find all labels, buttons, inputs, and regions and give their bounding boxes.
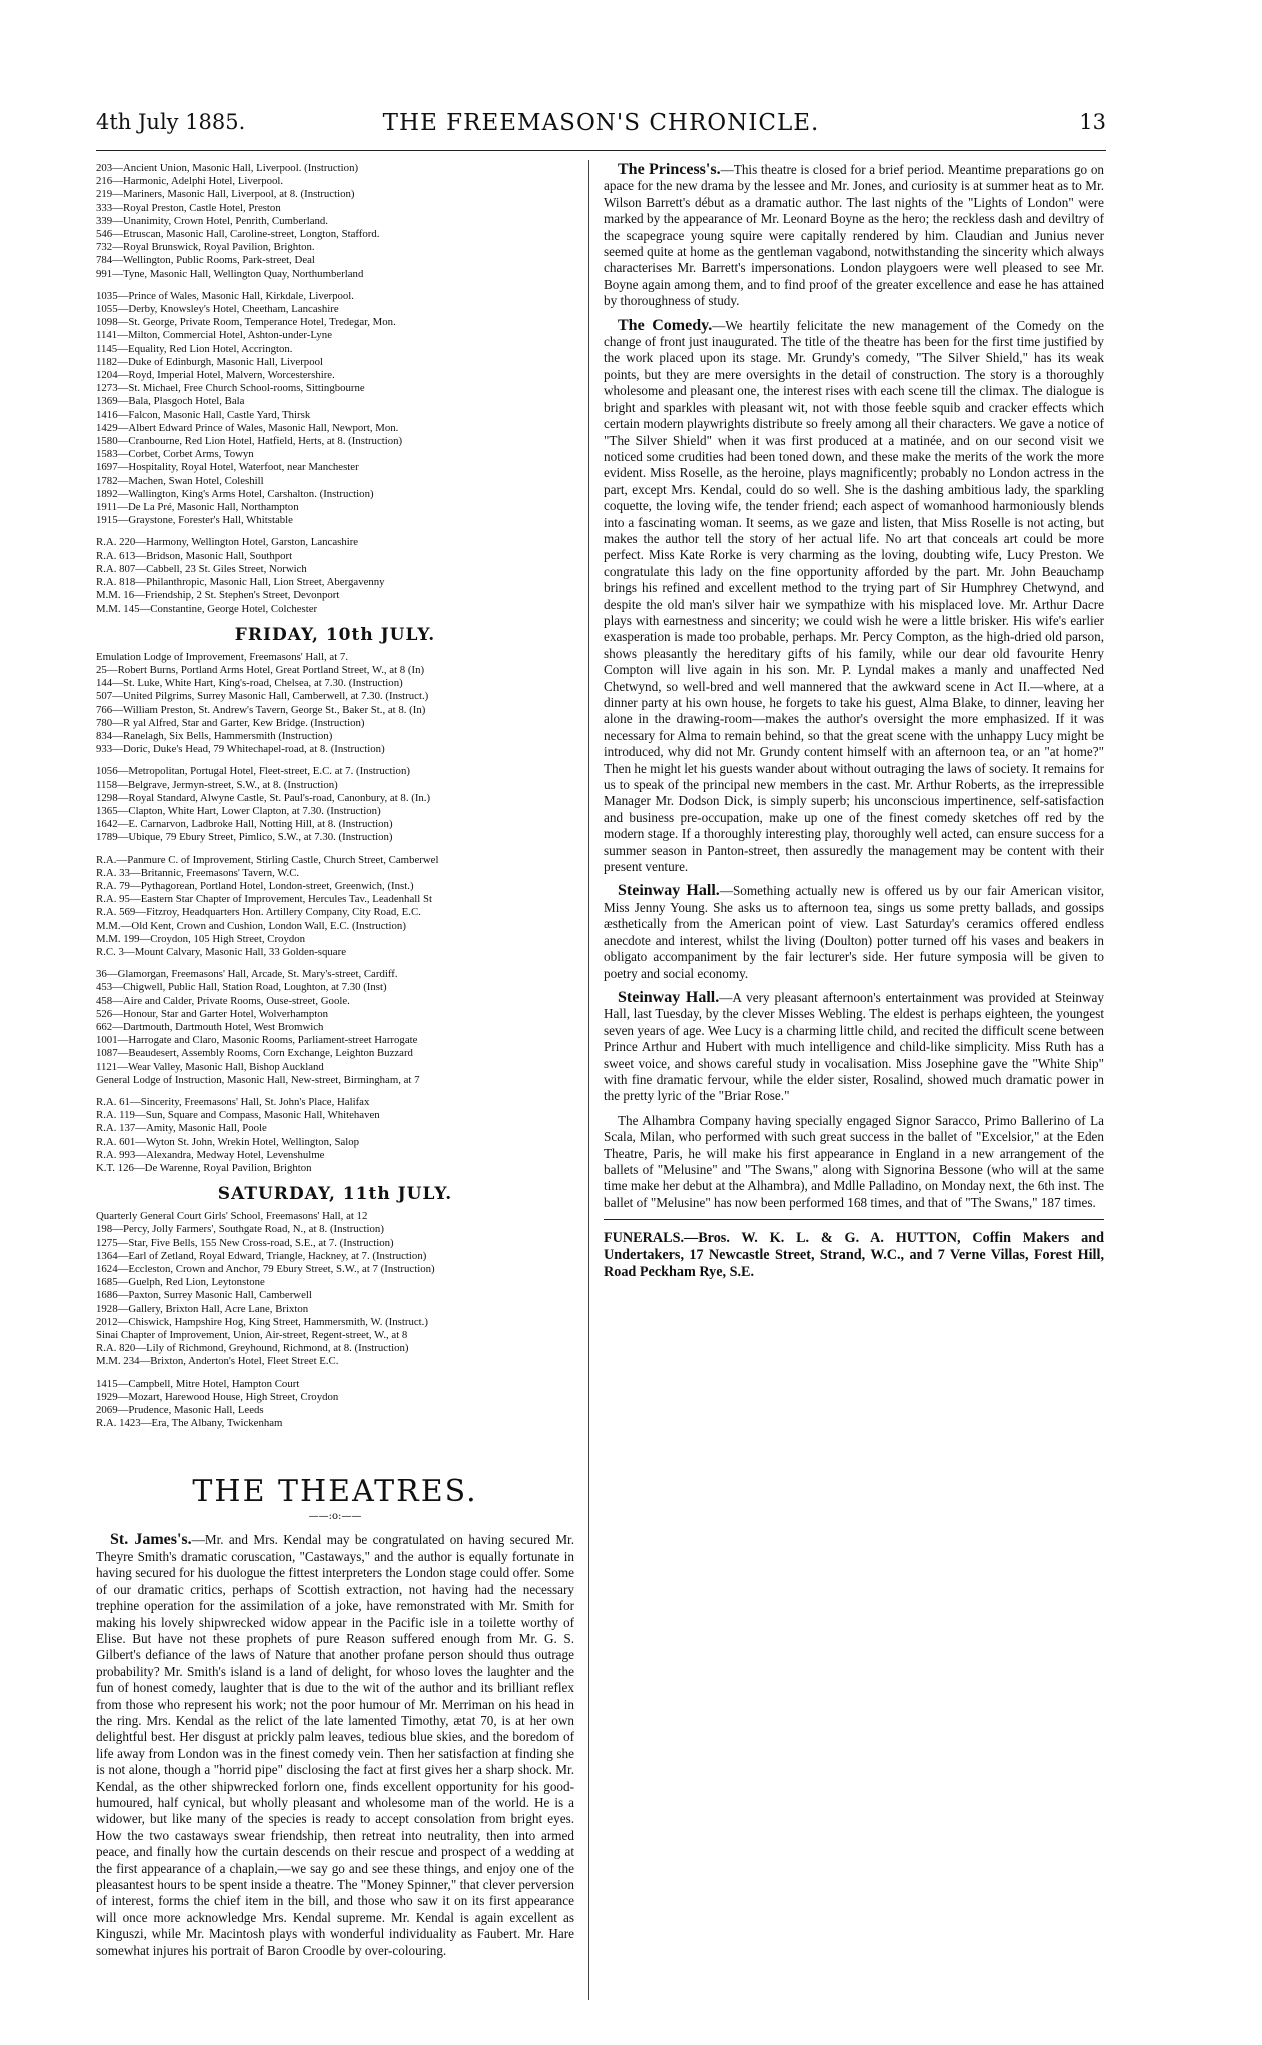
header-rule (96, 150, 1106, 151)
article-lead-steinway-2: Steinway Hall. (618, 988, 720, 1006)
lodge-entry: Emulation Lodge of Improvement, Freemasons' Hall, at 7. (96, 650, 349, 663)
lodge-entry: M.M.—Old Kent, Crown and Cushion, London Wall, E.C. (Instruction) (96, 919, 406, 932)
lodge-entry: Quarterly General Court Girls' School, Freemasons' Hall, at 12 (96, 1210, 368, 1223)
article-st-james (96, 1532, 574, 1959)
article-lead-st-james: St. James's. (110, 1531, 192, 1549)
lodge-entry: 1580—Cranbourne, Red Lion Hotel, Hatfield, Herts, at 8. (Instruction) (96, 435, 403, 448)
lodge-entry: 1892—Wallington, King's Arms Hotel, Carshalton. (Instruction) (96, 487, 374, 500)
lodge-entry: M.M. 234—Brixton, Anderton's Hotel, Fleet Street E.C. (96, 1355, 339, 1368)
lodge-entry: 1273—St. Michael, Free Church School-rooms, Sittingbourne (96, 382, 365, 395)
lodge-entry: R.A. 993—Alexandra, Medway Hotel, Levenshulme (96, 1148, 325, 1161)
list-gap (96, 845, 574, 854)
article-lead-steinway-1: Steinway Hall. (618, 882, 720, 900)
lodge-entry: R.A. 119—Sun, Square and Compass, Masonic Hall, Whitehaven (96, 1109, 380, 1122)
article-text-comedy: —We heartily felicitate the new management of the Comedy on the change of front just inaugurated. The title of the theatre has been for the first time justified by the work placed upon its stage. Mr. Grundy's comedy, "The Silver Shield," has its weak points, but they are mere oversights in the detail of construction. The story is a thoroughly wholesome and pleasant one, the interest rises with each scene till the climax. The dialogue is bright and sparkles with pleasant wit, not with those feeble squib and cracker effects which certain modern playwrights distribute so freely among all their characters. We gave a notice of "The Silver Shield" when it was first produced at a matinée, and on our second visit we noticed some crudities had been toned down, and these make the merits of the work the more evident. Miss Roselle, as the heroine, plays magnificently; probably no London actress in the part, except Mrs. Kendal, could do so well. She is the dashing ambitious lady, the sparkling coquette, the loving wife, the tender friend; each aspect of womanhood harmoniously blends into a fascinating woman. It seems, as we gaze and listen, that Miss Roselle is not acting, but makes the author tell the story of her actual life. No art that conceals art could be more perfect. Miss Kate Rorke is very charming as the loving, doubting wife, Lucy Preston. We congratulate this lady on the fine opportunity afforded by the part. Mr. John Beauchamp brings his refined and excellent method to the trying part of Sir Humphrey Chetwynd, and despite the old man's silver hair we sympathize with his misplaced love. Mr. Arthur Dacre plays with earnestness and sincerity; we could wish he were a little brisker. His wife's earlier exasperation is made too probable, perhaps. Mr. Percy Compton, as the high-dried old parson, shows pleasantly the hereditary gifts of his family, while our dear old favourite Henry Compton will live again in his son. Mr. P. Lyndal makes a manly and unaffected Ned Chetwynd, so well-bred and well mannered that the awkward scene in Act II.—where, at a dinner party at his own house, he forgets to take his guest, Alma Blake, to dinner, leaving her alone in the drawing-room—makes the author's oversight the more emphasized. If it was necessary for Alma to remain behind, so that the great scene with the unhappy Lucy might be introduced, why did not Mr. Grundy content himself with an afternoon tea, or an "at home?" Then he might let his guests wander about without outraging the laws of society. It remains for us to speak of the principal new members in the cast. Mr. Arthur Roberts, as the irrepressible Manager Mr. Dodson Dick, is simply superb; his unconscious impertinence, self-satisfaction and business pre-occupation, make up one of the finest comedy sketches off red by the modern stage. If a thoroughly interesting play, thoroughly well acted, can ensure success for a summer season in Panton-street, then assuredly the management may be content with their present venture. (604, 317, 1104, 875)
lodge-entry: 198—Percy, Jolly Farmers', Southgate Road, N., at 8. (Instruction) (96, 1223, 384, 1236)
lodge-entry: General Lodge of Instruction, Masonic Hall, New-street, Birmingham, at 7 (96, 1073, 420, 1086)
lodge-entry: 333—Royal Preston, Castle Hotel, Preston (96, 201, 281, 214)
lodge-entry: 1121—Wear Valley, Masonic Hall, Bishop Auckland (96, 1060, 324, 1073)
lodge-entry: 1416—Falcon, Masonic Hall, Castle Yard, Thirsk (96, 408, 311, 421)
lodge-entry: 834—Ranelagh, Six Bells, Hammersmith (Instruction) (96, 729, 333, 742)
lodge-entry: 1364—Earl of Zetland, Royal Edward, Triangle, Hackney, at 7. (Instruction) (96, 1249, 427, 1262)
lodge-entry: 784—Wellington, Public Rooms, Park-street, Deal (96, 254, 315, 267)
lodge-entry: 453—Chigwell, Public Hall, Station Road, Loughton, at 7.30 (Inst) (96, 981, 387, 994)
lodge-entry: 526—Honour, Star and Garter Hotel, Wolverhampton (96, 1007, 329, 1020)
list-gap (96, 527, 574, 536)
lodge-entry: 766—William Preston, St. Andrew's Tavern, George St., Baker St., at 8. (In) (96, 703, 426, 716)
lodge-entry: 1685—Guelph, Red Lion, Leytonstone (96, 1276, 265, 1289)
page-number: 13 (1079, 110, 1106, 134)
lodge-entry: 1158—Belgrave, Jermyn-street, S.W., at 8. (Instruction) (96, 778, 338, 791)
lodge-entry: 1298—Royal Standard, Alwyne Castle, St. Paul's-road, Canonbury, at 8. (In.) (96, 791, 431, 804)
lodge-entry: 991—Tyne, Masonic Hall, Wellington Quay, Northumberland (96, 267, 364, 280)
lodge-entry: M.M. 145—Constantine, George Hotel, Colchester (96, 602, 318, 615)
lodge-entry: R.A.—Panmure C. of Improvement, Stirling Castle, Church Street, Camberwel (96, 853, 439, 866)
article-text-princess: —This theatre is closed for a brief period. Meantime preparations go on apace for the new drama by the lessee and Mr. Jones, and curiosity is at summer heat as to Mr. Wilson Barrett's début as a dramatic author. The last nights of the "Lights of London" were marked by the appearance of Mr. Leonard Boyne as the hero; the reckless dash and deviltry of the scapegrace young squire were capitally rendered by him. Claudian and Junius never seemed quite at home as the gentleman vagabond, notwithstanding the sincerity which always characterises Mr. Barrett's impersonations. London playgoers were well pleased to see Mr. Boyne again among them, and to find proof of the greater excellence and ease he has attained by thoroughness of study. (604, 162, 1105, 309)
list-gap (96, 281, 574, 290)
lodge-entry: 1182—Duke of Edinburgh, Masonic Hall, Liverpool (96, 355, 323, 368)
lodge-entry: R.A. 807—Cabbell, 23 St. Giles Street, Norwich (96, 562, 307, 575)
lodge-entry: R.A. 820—Lily of Richmond, Greyhound, Richmond, at 8. (Instruction) (96, 1342, 409, 1355)
article-steinway-2 (604, 990, 1104, 1105)
lodge-entry: 1035—Prince of Wales, Masonic Hall, Kirkdale, Liverpool. (96, 289, 354, 302)
section-ornament: ——:o:—— (308, 1511, 362, 1523)
lodge-entry: 546—Etruscan, Masonic Hall, Caroline-street, Longton, Stafford. (96, 228, 380, 241)
lodge-entry: 933—Doric, Duke's Head, 79 Whitechapel-road, at 8. (Instruction) (96, 743, 385, 756)
lodge-entry: R.A. 137—Amity, Masonic Hall, Poole (96, 1122, 267, 1135)
issue-date: 4th July 1885. (96, 110, 246, 134)
article-princess (604, 162, 1104, 310)
list-gap (96, 756, 574, 765)
article-text-steinway-1: —Something actually new is offered us by our fair American visitor, Miss Jenny Young. She asks us to afternoon tea, sings us some pretty ballads, and gossips æsthetically from the American point of view. Last Saturday's ceramics offered endless anecdote and interest, whilst the living (Doulton) potter turned off his vases and beakers in obligato accompaniment by the fair lecturer's side. Her future symposia will be given to poetry and social economy. (604, 883, 1105, 981)
lodge-entry: 1911—De La Pré, Masonic Hall, Northampton (96, 501, 299, 514)
lodge-entry: R.A. 95—Eastern Star Chapter of Improvement, Hercules Tav., Leadenhall St (96, 893, 432, 906)
lodge-entry: 1642—E. Carnarvon, Ladbroke Hall, Notting Hill, at 8. (Instruction) (96, 818, 393, 831)
theatres-title: THE THEATRES. (192, 1474, 478, 1510)
lodge-entry: 1928—Gallery, Brixton Hall, Acre Lane, Brixton (96, 1302, 309, 1315)
lodge-entry: 1056—Metropolitan, Portugal Hotel, Fleet-street, E.C. at 7. (Instruction) (96, 765, 410, 778)
lodge-entry: M.M. 199—Croydon, 105 High Street, Croydon (96, 932, 306, 945)
lodge-entry: R.C. 3—Mount Calvary, Masonic Hall, 33 Golden-square (96, 945, 346, 958)
lodge-entry: 507—United Pilgrims, Surrey Masonic Hall, Camberwell, at 7.30. (Instruct.) (96, 690, 429, 703)
lodge-entry: 1365—Clapton, White Hart, Lower Clapton, at 7.30. (Instruction) (96, 804, 381, 817)
funerals-notice: FUNERALS.—Bros. W. K. L. & G. A. HUTTON, Coffin Makers and Undertakers, 17 Newcastle Street, Strand, W.C., and 7 Verne Villas, Forest Hill, Road Peckham Rye, S.E. (604, 1219, 1104, 1281)
lodge-entry: 36—Glamorgan, Freemasons' Hall, Arcade, St. Mary's-street, Cardiff. (96, 968, 398, 981)
lodge-entry: 2012—Chiswick, Hampshire Hog, King Street, Hammersmith, W. (Instruct.) (96, 1315, 428, 1328)
lodge-entry: K.T. 126—De Warenne, Royal Pavilion, Brighton (96, 1162, 312, 1175)
lodge-entry: 25—Robert Burns, Portland Arms Hotel, Great Portland Street, W., at 8 (In) (96, 663, 425, 676)
lodge-entry: R.A. 61—Sincerity, Freemasons' Hall, St. John's Place, Halifax (96, 1096, 370, 1108)
lodge-list-thursday (96, 162, 574, 616)
lodge-entry: R.A. 569—Fitzroy, Headquarters Hon. Artillery Company, City Road, E.C. (96, 906, 421, 919)
article-text-steinway-2: —A very pleasant afternoon's entertainment was provided at Steinway Hall, last Tuesday, by the clever Misses Webling. The eldest is perhaps eighteen, the youngest seven years of age. Wee Lucy is a charming little child, and recited the difficult scene between Prince Arthur and Hubert with much intelligence and child-like simplicity. Miss Ruth has a sweet voice, and shows careful study in vocalisation. Miss Josephine gave the "White Ship" with fine dramatic fervour, while the elder sister, Rosalind, showed much dramatic power in the pretty lyric of the "Briar Rose." (604, 989, 1104, 1104)
lodge-entry: R.A. 220—Harmony, Wellington Hotel, Garston, Lancashire (96, 536, 359, 549)
lodge-entry: 219—Mariners, Masonic Hall, Liverpool, at 8. (Instruction) (96, 188, 355, 201)
column-divider (588, 160, 589, 2000)
lodge-entry: 1001—Harrogate and Claro, Masonic Rooms, Parliament-street Harrogate (96, 1034, 418, 1047)
article-lead-comedy: The Comedy. (618, 316, 713, 334)
lodge-entry: 2069—Prudence, Masonic Hall, Leeds (96, 1404, 264, 1417)
article-comedy (604, 318, 1104, 876)
list-gap (96, 1369, 574, 1378)
lodge-entry: 458—Aire and Calder, Private Rooms, Ouse-street, Goole. (96, 994, 350, 1007)
lodge-list-friday (96, 651, 574, 1176)
lodge-entry: 1369—Bala, Plasgoch Hotel, Bala (96, 395, 245, 408)
lodge-entry: 1055—Derby, Knowsley's Hotel, Cheetham, Lancashire (96, 303, 339, 316)
saturday-heading: SATURDAY, 11th JULY. (217, 1184, 453, 1205)
lodge-entry: 1686—Paxton, Surrey Masonic Hall, Camberwell (96, 1289, 312, 1302)
lodge-entry: 1789—Ubique, 79 Ebury Street, Pimlico, S.W., at 7.30. (Instruction) (96, 831, 393, 844)
lodge-entry: 1624—Eccleston, Crown and Anchor, 79 Ebury Street, S.W., at 7 (Instruction) (96, 1263, 435, 1276)
lodge-entry: 780—R yal Alfred, Star and Garter, Kew Bridge. (Instruction) (96, 716, 365, 729)
lodge-entry: 1087—Beaudesert, Assembly Rooms, Corn Exchange, Leighton Buzzard (96, 1047, 413, 1060)
lodge-entry: R.A. 601—Wyton St. John, Wrekin Hotel, Wellington, Salop (96, 1135, 360, 1148)
list-gap (96, 959, 574, 968)
article-alhambra: The Alhambra Company having specially engaged Signor Saracco, Primo Ballerino of La Scala, Milan, who performed with such great success in the ballet of "Excelsior," at the Eden Theatre, Paris, he will make his first appearance in England in a new arrangement of the ballets of "Melusine" and "The Swans," along with Signorina Bessone (who will at the same time make her debut at the Alhambra), and Mdlle Palladino, on Monday next, the 6th inst. The ballet of "Melusine" has now been performed 168 times, and that of "The Swans," 187 times. (604, 1112, 1104, 1210)
lodge-entry: 1145—Equality, Red Lion Hotel, Accrington. (96, 342, 293, 355)
lodge-entry: R.A. 818—Philanthropic, Masonic Hall, Lion Street, Abergavenny (96, 576, 385, 589)
lodge-entry: 1275—Star, Five Bells, 155 New Cross-road, S.E., at 7. (Instruction) (96, 1236, 394, 1249)
lodge-entry: 144—St. Luke, White Hart, King's-road, Chelsea, at 7.30. (Instruction) (96, 677, 403, 690)
masthead-title: THE FREEMASON'S CHRONICLE. (382, 110, 820, 136)
lodge-entry: 216—Harmonic, Adelphi Hotel, Liverpool. (96, 175, 284, 188)
lodge-entry: R.A. 79—Pythagorean, Portland Hotel, London-street, Greenwich, (Inst.) (96, 879, 414, 892)
friday-heading: FRIDAY, 10th JULY. (234, 624, 436, 645)
article-steinway-1 (604, 883, 1104, 981)
lodge-entry: 1141—Milton, Commercial Hotel, Ashton-under-Lyne (96, 329, 332, 342)
lodge-entry: 339—Unanimity, Crown Hotel, Penrith, Cumberland. (96, 214, 329, 227)
lodge-entry: 1583—Corbet, Corbet Arms, Towyn (96, 448, 254, 461)
lodge-list-saturday (96, 1210, 574, 1430)
lodge-entry: 1782—Machen, Swan Hotel, Coleshill (96, 474, 264, 487)
lodge-entry: R.A. 33—Britannic, Freemasons' Tavern, W.C. (96, 866, 300, 879)
page-header (96, 110, 1106, 144)
lodge-entry: 1098—St. George, Private Room, Temperance Hotel, Tredegar, Mon. (96, 316, 396, 329)
lodge-entry: 1915—Graystone, Forester's Hall, Whitstable (96, 514, 293, 527)
article-lead-princess: The Princess's. (618, 161, 721, 178)
lodge-entry: 1929—Mozart, Harewood House, High Street, Croydon (96, 1390, 339, 1403)
lodge-entry: Sinai Chapter of Improvement, Union, Air-street, Regent-street, W., at 8 (96, 1329, 408, 1342)
lodge-entry: R.A. 613—Bridson, Masonic Hall, Southport (96, 549, 293, 562)
lodge-entry: 662—Dartmouth, Dartmouth Hotel, West Bromwich (96, 1020, 324, 1033)
lodge-entry: 1415—Campbell, Mitre Hotel, Hampton Court (96, 1377, 300, 1390)
lodge-entry: 1429—Albert Edward Prince of Wales, Masonic Hall, Newport, Mon. (96, 421, 399, 434)
article-text-st-james: —Mr. and Mrs. Kendal may be congratulated on having secured Mr. Theyre Smith's dramatic coruscation, "Castaways," and the author is equally fortunate in having secured for his duologue the fittest interpreters the London stage could offer. Some of our dramatic critics, perhaps of Scottish extraction, not having had the necessary trephine operation for the assimilation of a joke, have remonstrated with Mr. Smith for making his lovely shipwrecked widow appear in the Pacific isle in a toilette worthy of Elise. But have not these prophets of pure Reason suffered enough from Mr. G. S. Gilbert's defiance of the laws of Nature that another profane person should thus outrage probability? Mr. Smith's island is a land of delight, for whoso loves the laughter and the fun of honest comedy, laughter that is due to the wit of the author and its brilliant reflex from those who represent his work; not the poor humour of Mr. Merriman on his head in the ring. Mrs. Kendal as the relict of the late lamented Timothy, ætat 70, is at her own delightful best. Her disgust at prickly palm leaves, tedious blue skies, and the boredom of life away from London was in the finest comedy vein. Then her satisfaction at finding she is not alone, though a "horrid pipe" disclosing the fact at first gives her a sharp shock. Mr. Kendal, as the other shipwrecked forlorn one, finds excellent opportunity for his good-humoured, half cynical, but wholly pleasant and wholesome man of the world. He is a widower, but like many of the species is ready to accept consolation from bright eyes. How the two castaways swear friendship, then retreat into neutrality, then into armed peace, and finally how the curtain descends on their rescue and prospect of a wedding at the first appearance of a chaplain,—we say go and see these things, and enjoy one of the pleasantest hours to be spent inside a theatre. The "Money Spinner," that clever perversion of interest, forms the chief item in the bill, and those who saw it on its first appearance will once more acknowledge Mrs. Kendal supreme. Mr. Kendal is again excellent as Kinguszi, while Mr. Macintosh plays with wonderful individuality as Faubert. Mr. Hare somewhat injures his portrait of Baron Croodle by over-colouring. (96, 1532, 575, 1958)
lodge-entry: 732—Royal Brunswick, Royal Pavilion, Brighton. (96, 241, 315, 254)
lodge-entry: 1204—Royd, Imperial Hotel, Malvern, Worcestershire. (96, 369, 335, 382)
lodge-entry: M.M. 16—Friendship, 2 St. Stephen's Street, Devonport (96, 589, 340, 602)
list-gap (96, 1087, 574, 1096)
lodge-entry: 203—Ancient Union, Masonic Hall, Liverpool. (Instruction) (96, 162, 359, 174)
lodge-entry: 1697—Hospitality, Royal Hotel, Waterfoot, near Manchester (96, 461, 359, 474)
left-column (96, 162, 574, 1967)
right-column (604, 162, 1104, 1281)
lodge-entry: R.A. 1423—Era, The Albany, Twickenham (96, 1417, 283, 1430)
